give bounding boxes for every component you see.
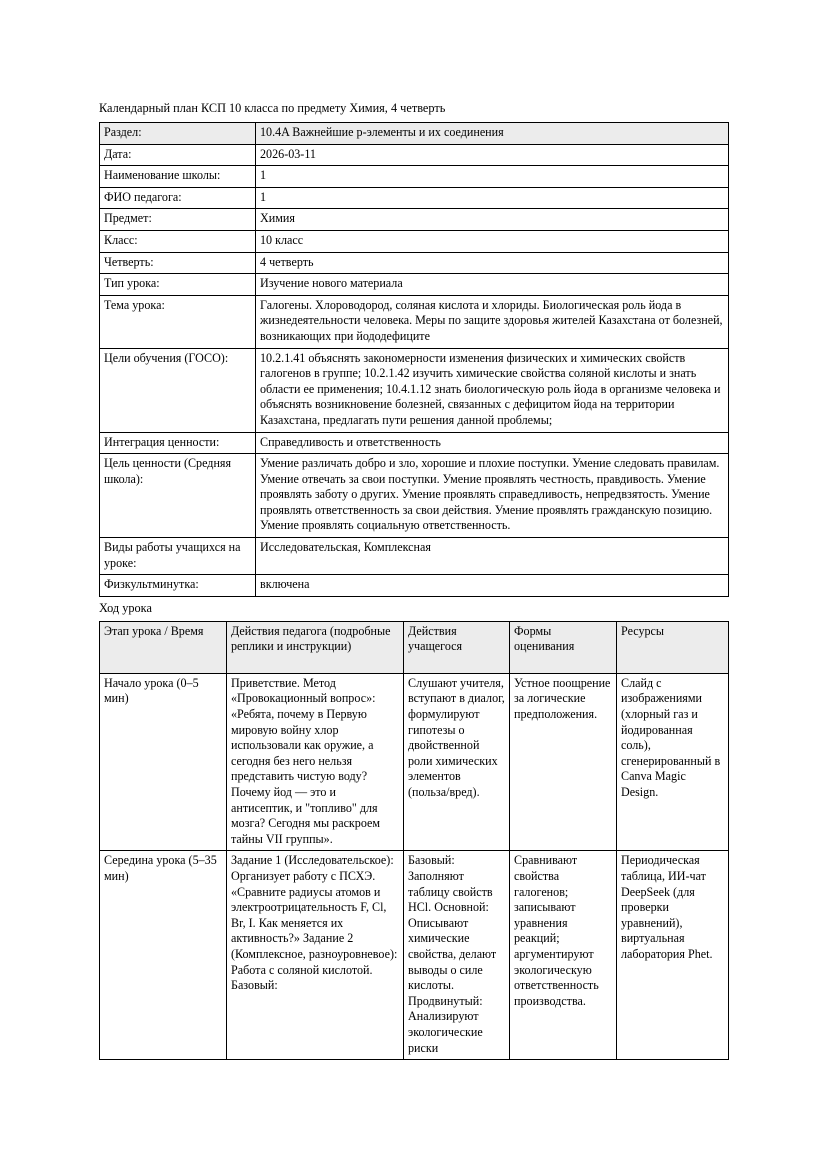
table-row — [100, 230, 729, 252]
flow-student-cell: Базовый: Заполняют таблицу свойств HCl. Основной: Описывают химические свойства, делают выводы о силе кислоты. Продвинутый: Анализируют экологические риски — [404, 851, 510, 1060]
info-row-value: 2026-03-11 — [256, 144, 729, 166]
info-row-label: Физкультминутка: — [100, 575, 256, 597]
table-row — [100, 851, 729, 1060]
page-title: Календарный план КСП 10 класса по предмету Химия, 4 четверть — [99, 101, 446, 115]
flow-column-header: Формы оценивания — [510, 621, 617, 673]
table-row — [100, 454, 729, 538]
info-row-value: 1 — [256, 166, 729, 188]
info-row-value: Галогены. Хлороводород, соляная кислота и хлориды. Биологическая роль йода в жизнедеятельности человека. Меры по защите здоровья жителей Казахстана от болезней, возникающих при йододефиците — [256, 295, 729, 348]
info-row-label: Интеграция ценности: — [100, 432, 256, 454]
flow-teacher-cell: Приветствие. Метод «Провокационный вопрос»: «Ребята, почему в Первую мировую войну хлор использовали как оружие, а сегодня без него нельзя представить чистую воду? Почему йод — это и антисептик, и "топливо" для мозга? Сегодня мы раскроем тайны VII группы». — [227, 673, 404, 851]
info-row-value: Умение различать добро и зло, хорошие и плохие поступки. Умение следовать правилам. Умение отвечать за свои поступки. Умение проявлять честность, правдивость. Умение проявлять заботу о других. Умение проявлять справедливость, непредвзятость. Умение проявлять ответственность за свои действия. Умение проявлять гражданскую позицию. Умение проявлять социальную ответственность. — [256, 454, 729, 538]
document-content — [99, 100, 728, 1060]
table-row — [100, 166, 729, 188]
info-row-label: Четверть: — [100, 252, 256, 274]
table-row — [100, 252, 729, 274]
info-row-value: 1 — [256, 187, 729, 209]
flow-resources-cell: Слайд с изображениями (хлорный газ и йодированная соль), сгенерированный в Canva Magic Design. — [617, 673, 729, 851]
info-row-value: 10 класс — [256, 230, 729, 252]
flow-assessment-cell: Сравнивают свойства галогенов; записывают уравнения реакций; аргументируют экологическую ответственность производства. — [510, 851, 617, 1060]
info-row-label: Цель ценности (Средняя школа): — [100, 454, 256, 538]
info-row-value: Исследовательская, Комплексная — [256, 538, 729, 575]
flow-student-cell: Слушают учителя, вступают в диалог, формулируют гипотезы о двойственной роли химических элементов (польза/вред). — [404, 673, 510, 851]
flow-column-header: Этап урока / Время — [100, 621, 227, 673]
table-row — [100, 538, 729, 575]
table-row — [100, 348, 729, 432]
info-row-value: Справедливость и ответственность — [256, 432, 729, 454]
info-row-label: Класс: — [100, 230, 256, 252]
flow-column-header: Ресурсы — [617, 621, 729, 673]
info-row-value: 10.4A Важнейшие p-элементы и их соединения — [256, 123, 729, 145]
table-row — [100, 123, 729, 145]
lesson-flow-heading: Ход урока — [99, 600, 152, 615]
table-row — [100, 432, 729, 454]
info-row-value: Химия — [256, 209, 729, 231]
flow-column-header: Действия педагога (подробные реплики и инструкции) — [227, 621, 404, 673]
info-row-label: ФИО педагога: — [100, 187, 256, 209]
flow-resources-cell: Периодическая таблица, ИИ-чат DeepSeek (для проверки уравнений), виртуальная лаборатория Phet. — [617, 851, 729, 1060]
flow-assessment-cell: Устное поощрение за логические предположения. — [510, 673, 617, 851]
flow-stage-cell: Начало урока (0–5 мин) — [100, 673, 227, 851]
lesson-info-body — [100, 123, 729, 597]
table-row — [100, 187, 729, 209]
info-row-label: Наименование школы: — [100, 166, 256, 188]
info-row-value: включена — [256, 575, 729, 597]
table-row — [100, 575, 729, 597]
table-row — [100, 673, 729, 851]
table-row — [100, 144, 729, 166]
flow-teacher-cell: Задание 1 (Исследовательское): Организует работу с ПСХЭ. «Сравните радиусы атомов и электроотрицательность F, Cl, Br, I. Как меняется их активность?» Задание 2 (Комплексное, разноуровневое): Работа с соляной кислотой. Базовый: — [227, 851, 404, 1060]
info-row-label: Тип урока: — [100, 274, 256, 296]
flow-column-header: Действия учащегося — [404, 621, 510, 673]
info-row-label: Раздел: — [100, 123, 256, 145]
info-row-label: Виды работы учащихся на уроке: — [100, 538, 256, 575]
lesson-info-table — [99, 122, 729, 597]
table-header-row — [100, 621, 729, 673]
lesson-flow-body — [100, 673, 729, 1059]
info-row-label: Цели обучения (ГОСО): — [100, 348, 256, 432]
info-row-value: 4 четверть — [256, 252, 729, 274]
table-row — [100, 209, 729, 231]
lesson-flow-header — [100, 621, 729, 673]
lesson-flow-table — [99, 621, 729, 1060]
table-row — [100, 274, 729, 296]
table-row — [100, 295, 729, 348]
info-row-label: Предмет: — [100, 209, 256, 231]
info-row-value: Изучение нового материала — [256, 274, 729, 296]
flow-stage-cell: Середина урока (5–35 мин) — [100, 851, 227, 1060]
info-row-label: Дата: — [100, 144, 256, 166]
info-row-value: 10.2.1.41 объяснять закономерности изменения физических и химических свойств галогенов в группе; 10.2.1.42 изучить химические свойства соляной кислоты и знать области ее применения; 10.4.1.12 знать биологическую роль йода в организме человека и объяснять возникновение болезней, связанных с дефицитом йода на территории Казахстана, предлагать пути решения данной проблемы; — [256, 348, 729, 432]
info-row-label: Тема урока: — [100, 295, 256, 348]
